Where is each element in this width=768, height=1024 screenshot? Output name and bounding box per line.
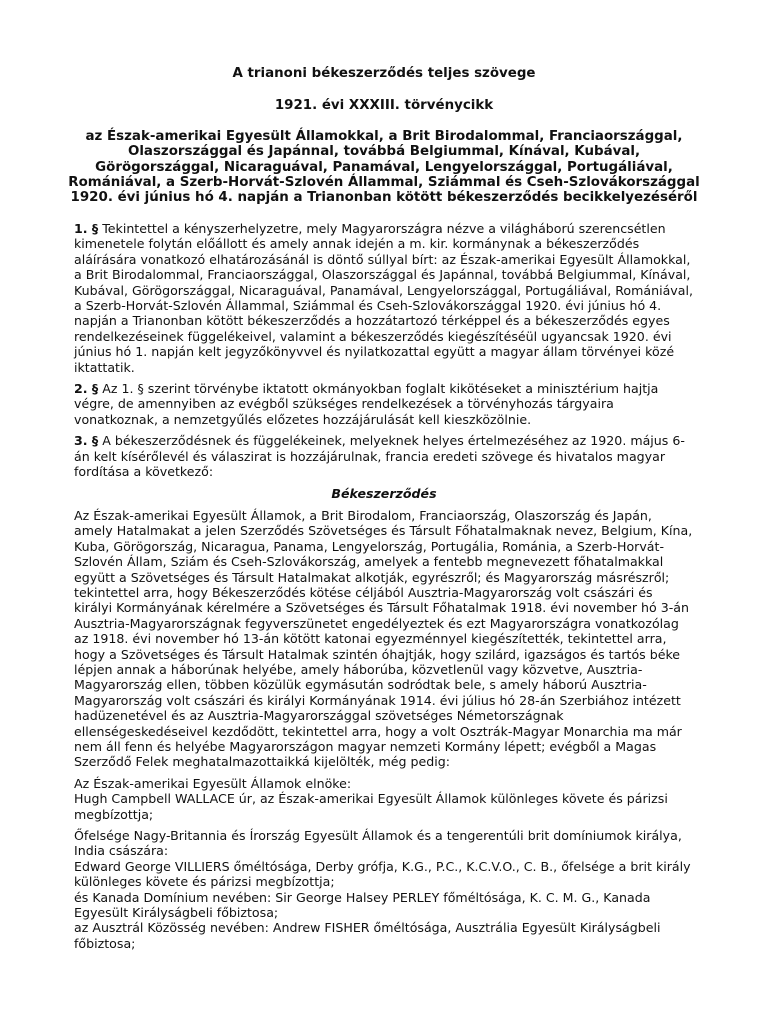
section-text: Tekintettel a kényszerhelyzetre, mely Magyarországra nézve a világháború szerencsétlen kimenetele folytán előállott és amely annak idején a m. kir. kormánynak a békeszerződés aláírására vonatkozó elhatározásánál is döntő súllyal bírt: az Észak-amerikai Egyesült Államokkal, a Brit Birodalommal, Franciaországgal, Olaszországgal és Japánnal, továbbá Belgiummal, Kínával, Kubával, Görögországgal, Nicaraguával, Panamával, Lengyelországgal, Portugáliával, Romániával, a Szerb-Horvát-Szlovén Állammal, Sziámmal és Cseh-Szlovákországgal 1920. évi június hó 4. napján a Trianonban kötött békeszerződés a hozzátartozó térképpel és a békeszerződés egyes rendelkezéseinek függelékeivel, valamint a békeszerződés kiegészítéséül ugyancsak 1920. évi június hó 1. napján kelt jegyzőkönyvvel és nyilatkozattal együtt a magyar állam törvényei közé iktattatik.: [74, 221, 693, 375]
document-title: A trianoni békeszerződés teljes szövege: [232, 66, 536, 81]
treaty-preamble: Az Észak-amerikai Egyesült Államok, a Brit Birodalom, Franciaország, Olaszország és Japán, amely Hatalmakat a jelen Szerződés Szövetséges és Társult Főhatalmaknak nevez, Belgium, Kína, Kuba, Görögország, Nicaragua, Panama, Lengyelország, Portugália, Románia, a Szerb-Horvát-Szlovén Állam, Sziám és Cseh-Szlovákország, amelyek a fentebb megnevezett főhatalmakkal együtt a Szövetséges és Társult Hatalmakat alkotják, egyrészről; és Magyarország másrészről; tekintettel arra, hogy Békeszerződés kötése céljából Ausztria-Magyarország volt császári és királyi Kormányának kérelmére a Szövetséges és Társult Főhatalmak 1918. évi november hó 3-án Ausztria-Magyarországnak fegyverszünetet engedélyeztek és ezt Magyarországra vonatkozólag az 1918. évi november hó 13-án kötött katonai egyezménnyel kiegészítették, tekintettel arra, hogy a Szövetséges és Társult Hatalmak szintén óhajtják, hogy szilárd, igazságos és tartós béke lépjen annak a háborúnak helyébe, amely háborúba, közvetlenül vagy közvetve, Ausztria-Magyarország ellen, többen közülük egymásután sodródtak bele, s amely háború Ausztria-Magyarország volt császári és királyi Kormányának 1914. évi július hó 28-án Szerbiához intézett hadüzenetével és az Ausztria-Magyarországgal szövetséges Németországnak ellenségeskedéseivel kezdődött, tekintettel arra, hogy a volt Osztrák-Magyar Monarchia ma már nem áll fenn és helyébe Magyarországon magyar nemzeti Kormány lépett; evégből a Magas Szerződő Felek meghatalmazottaikká kijelölték, még pedig:: [74, 507, 693, 770]
section-paragraph-3: [74, 433, 694, 479]
section-number: 1. §: [74, 221, 99, 236]
section-text: A békeszerződésnek és függelékeinek, melyeknek helyes értelmezéséhez az 1920. május 6-án kelt kísérőlevél és válaszirat is hozzájárulnak, francia eredeti szövege és hivatalos magyar fordítása a következő:: [74, 433, 685, 480]
treaty-section-title: Békeszerződés: [331, 485, 437, 501]
delegate-line: Az Észak-amerikai Egyesült Államok elnöke:: [74, 775, 352, 791]
law-number: 1921. évi XXXIII. törvénycikk: [274, 98, 494, 113]
section-paragraph-1: [74, 221, 694, 375]
section-text: Az 1. § szerint törvénybe iktatott okmányokban foglalt kikötéseket a minisztérium hajtja végre, de amennyiben az evégből szükséges rendelkezések a törvényhozás tárgyaira vonatkoznak, a nemzetgyűlés előzetes hozzájárulását kell kieszközölnie.: [74, 381, 659, 427]
section-number: 3. §: [74, 433, 99, 449]
section-number: 2. §: [74, 381, 99, 397]
delegate-line: Hugh Campbell WALLACE úr, az Észak-amerikai Egyesült Államok különleges követe és párizsi megbízottja;: [74, 791, 668, 822]
delegate-line: és Kanada Domínium nevében: Sir George Halsey PERLEY főméltósága, K. C. M. G., Kanada Egyesült Királyságbeli főbiztosa;: [74, 889, 651, 921]
section-paragraph-2: [74, 381, 694, 427]
delegate-line: Edward George VILLIERS őméltósága, Derby grófja, K.G., P.C., K.C.V.O., C. B., őfelsége a brit király különleges követe és párizsi megbízottja;: [74, 858, 691, 890]
document-body: [74, 221, 694, 951]
delegate-line: az Ausztrál Közösség nevében: Andrew FISHER őméltósága, Ausztrália Egyesült Királyságbeli főbiztosa;: [74, 920, 661, 951]
law-heading: az Észak-amerikai Egyesült Államokkal, a Brit Birodalommal, Franciaországgal, Olaszországgal és Japánnal, továbbá Belgiummal, Kínával, Kubával, Görögországgal, Nicaraguával, Panamával, Lengyelországgal, Portugáliával, Romániával, a Szerb-Horvát-Szlovén Állammal, Sziámmal és Cseh-Szlovákországgal 1920. évi június hó 4. napján a Trianonban kötött békeszerződés becikkelyezéséről: [68, 129, 700, 206]
delegate-line: Őfelsége Nagy-Britannia és Írország Egyesült Államok és a tengerentúli brit domíniumok királya, India császára:: [74, 828, 682, 859]
